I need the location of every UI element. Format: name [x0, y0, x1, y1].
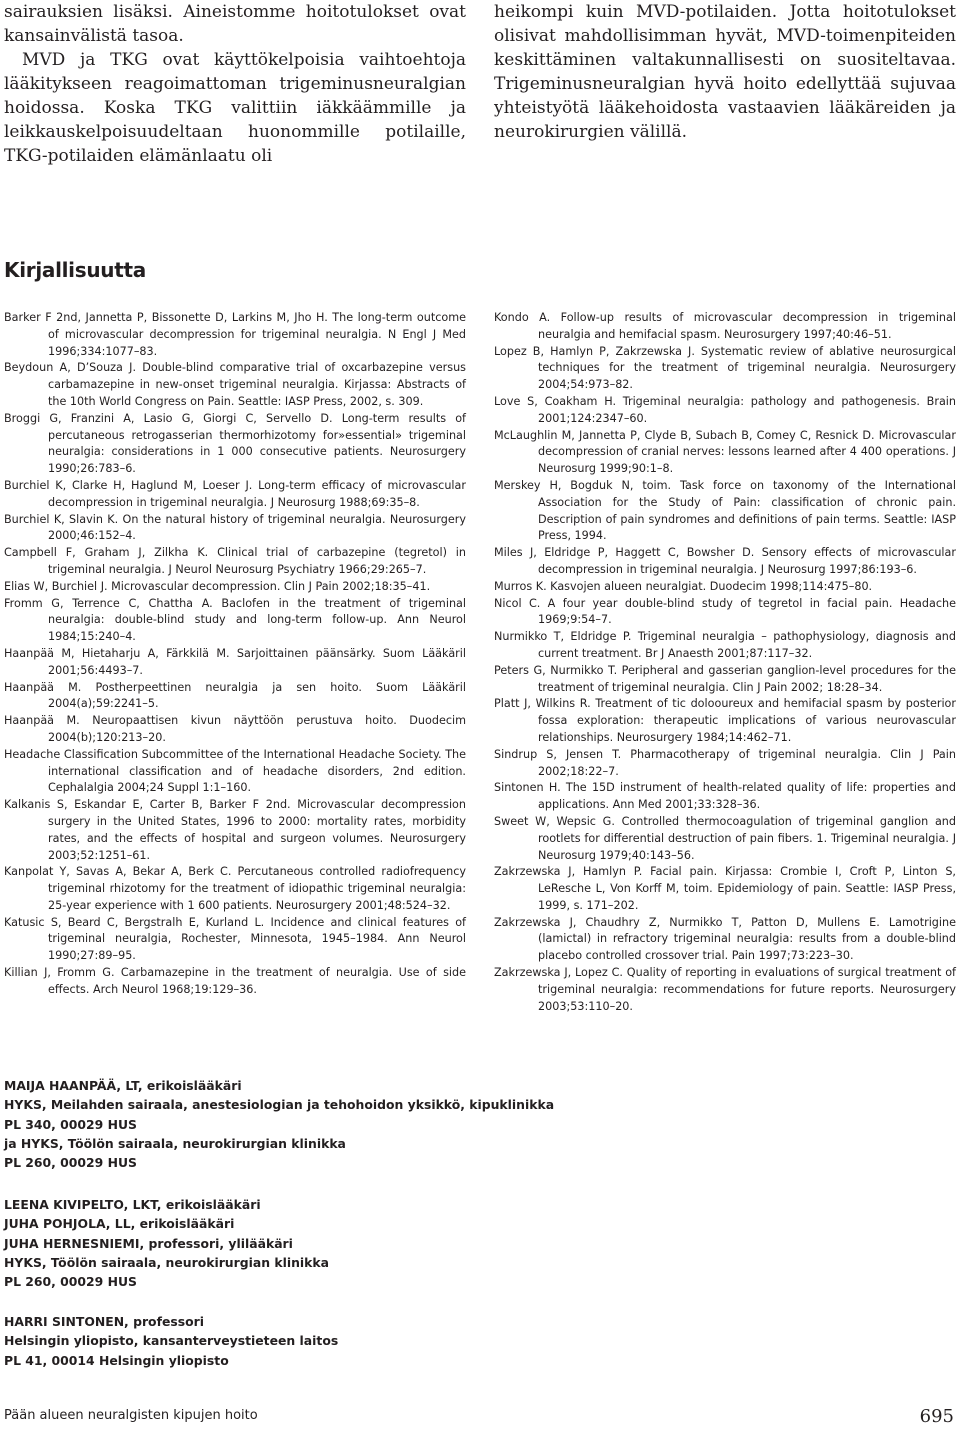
reference-item: Elias W, Burchiel J. Microvascular decompression. Clin J Pain 2002;18:35–41. — [4, 579, 431, 593]
author-line: PL 260, 00029 HUS — [4, 1274, 137, 1290]
reference-item: Sintonen H. The 15D instrument of health-related quality of life: properties and applications. Ann Med 2001;33:328–36. — [494, 781, 956, 812]
reference-item: Lopez B, Hamlyn P, Zakrzewska J. Systematic review of ablative neurosurgical techniques for the treatment of trigeminal neuralgia. Neurosurgery 2004;54:973–82. — [494, 344, 956, 392]
reference-item: Nurmikko T, Eldridge P. Trigeminal neuralgia – pathophysiology, diagnosis and current treatment. Br J Anaesth 2001;87:117–32. — [494, 630, 956, 660]
author-line: ja HYKS, Töölön sairaala, neurokirurgian klinikka — [4, 1135, 346, 1151]
reference-item: McLaughlin M, Jannetta P, Clyde B, Subach B, Comey C, Resnick D. Microvascular decompression of cranial nerves: lessons learned after 4 400 operations. J Neurosurg 1999;90:1–8. — [494, 428, 956, 476]
reference-item: Platt J, Wilkins R. Treatment of tic dolooureux and hemifacial spasm by posterior fossa exploration: therapeutic implications of various neurovascular relationships. Neurosurgery 1984;14:462–71. — [494, 697, 956, 744]
reference-item: Miles J, Eldridge P, Haggett C, Bowsher D. Sensory effects of microvascular decompression in trigeminal neuralgia. J Neurosurg 1997;86:193–6. — [494, 546, 956, 576]
author-line: JUHA POHJOLA, LL, erikoislääkäri — [4, 1216, 235, 1232]
reference-item: Katusic S, Beard C, Bergstralh E, Kurland L. Incidence and clinical features of trigeminal neuralgia, Rochester, Minnesota, 1945–1984. Ann Neurol 1990;27:89–95. — [4, 915, 466, 963]
reference-item: Zakrzewska J, Lopez C. Quality of reporting in evaluations of surgical treatment of trigeminal neuralgia: recommendations for future reports. Neurosurgery 2003;53:110–20. — [494, 966, 956, 1013]
page-number: 695 — [919, 1406, 954, 1427]
author-line: JUHA HERNESNIEMI, professori, ylilääkäri — [4, 1235, 293, 1251]
author-line: PL 41, 00014 Helsingin yliopisto — [4, 1352, 229, 1368]
reference-item: Zakrzewska J, Chaudhry Z, Nurmikko T, Patton D, Mullens E. Lamotrigine (lamictal) in refractory trigeminal neuralgia: results from a double-blind placebo controlled crossover trial. Pain 1997;73:223–30. — [494, 915, 956, 963]
author-line: MAIJA HAANPÄÄ, LT, erikoislääkäri — [4, 1078, 242, 1093]
reference-item: Haanpää M, Hietaharju A, Färkkilä M. Sarjoittainen päänsärky. Suom Lääkäril 2001;56:4493–7. — [4, 646, 466, 677]
references-heading: Kirjallisuutta — [4, 258, 146, 282]
reference-list-right — [494, 310, 956, 1015]
reference-item: Barker F 2nd, Jannetta P, Bissonette D, Larkins M, Jho H. The long-term outcome of microvascular decompression for trigeminal neuralgia. N Engl J Med 1996;334:1077–83. — [4, 311, 466, 358]
author-line: Helsingin yliopisto, kansanterveystieteen laitos — [4, 1333, 339, 1349]
author-block — [4, 1312, 804, 1370]
author-line: HYKS, Töölön sairaala, neurokirurgian klinikka — [4, 1254, 329, 1270]
body-text-column-left — [4, 0, 466, 168]
reference-item: Kalkanis S, Eskandar E, Carter B, Barker F 2nd. Microvascular decompression surgery in the United States, 1996 to 2000: mortality rates, morbidity rates, and the effects of hospital and surgeon volumes. Neurosurgery 2003;52:1251–61. — [4, 798, 466, 862]
reference-item: Killian J, Fromm G. Carbamazepine in the treatment of neuralgia. Use of side effects. Arch Neurol 1968;19:129–36. — [4, 966, 466, 996]
reference-item: Beydoun A, D’Souza J. Double-blind comparative trial of oxcarbazepine versus carbamazepine in new-onset trigeminal neuralgia. Kirjassa: Abstracts of the 10th World Congress on Pain. Seattle: IASP Press, 2002, s. 309. — [4, 361, 466, 408]
reference-item: Haanpää M. Postherpeettinen neuralgia ja sen hoito. Suom Lääkäril 2004(a);59:2241–5. — [4, 680, 466, 711]
author-line: HYKS, Meilahden sairaala, anestesiologian ja tehohoidon yksikkö, kipuklinikka — [4, 1097, 555, 1113]
paragraph: MVD ja TKG ovat käyttökelpoisia vaihtoehtoja lääkitykseen reagoimattoman trigeminusneuralgian hoidossa. Koska TKG valittiin iäkkäämmille ja leikkauskelpoisuudeltaan huonommille potilaille, TKG-potilaiden elämänlaatu oli — [4, 50, 466, 166]
reference-item: Headache Classification Subcommittee of the International Headache Society. The international classification and of headache disorders, 2nd edition. Cephalalgia 2004;24 Suppl 1:1–160. — [4, 747, 466, 795]
author-block — [4, 1076, 804, 1172]
reference-list-left — [4, 310, 466, 999]
reference-item: Burchiel K, Clarke H, Haglund M, Loeser J. Long-term efficacy of microvascular decompression in trigeminal neuralgia. J Neurosurg 1988;69:35–8. — [4, 478, 466, 509]
reference-item: Campbell F, Graham J, Zilkha K. Clinical trial of carbazepine (tegretol) in trigeminal neuralgia. J Neurol Neurosurg Psychiatry 1966;29:265–7. — [4, 546, 466, 576]
running-footer-title: Pään alueen neuralgisten kipujen hoito — [4, 1408, 258, 1423]
reference-item: Murros K. Kasvojen alueen neuralgiat. Duodecim 1998;114:475–80. — [494, 579, 873, 593]
reference-item: Peters G, Nurmikko T. Peripheral and gasserian ganglion-level procedures for the treatment of trigeminal neuralgia. Clin J Pain 2002; 18:28–34. — [494, 663, 956, 694]
reference-item: Sweet W, Wepsic G. Controlled thermocoagulation of trigeminal ganglion and rootlets for differential destruction of pain fibers. 1. Trigeminal neuralgia. J Neurosurg 1979;40:143–56. — [494, 814, 956, 862]
author-line: HARRI SINTONEN, professori — [4, 1314, 204, 1329]
reference-item: Broggi G, Franzini A, Lasio G, Giorgi C, Servello D. Long-term results of percutaneous retrogasserian thermorhizotomy for»essential» trigeminal neuralgia: considerations in 1 000 consecutive patients. Neurosurgery 1990;26:783–6. — [4, 411, 466, 476]
reference-item: Kanpolat Y, Savas A, Bekar A, Berk C. Percutaneous controlled radiofrequency trigeminal rhizotomy for the treatment of idiopathic trigeminal neuralgia: 25-year experience with 1 600 patients. Neurosurgery 2001;48:524–32. — [4, 865, 466, 912]
reference-item: Love S, Coakham H. Trigeminal neuralgia: pathology and pathogenesis. Brain 2001;124:2347–60. — [494, 394, 956, 425]
paragraph: heikompi kuin MVD-potilaiden. Jotta hoitotulokset olisivat mahdollisimman hyvät, MVD-toimenpiteiden keskittäminen valtakunnallisesti on suositeltavaa. Trigeminusneuralgian hyvä hoito edellyttää sujuvaa yhteistyötä lääkehoidosta vastaavien lääkäreiden ja neurokirurgien välillä. — [494, 2, 956, 142]
author-line: PL 260, 00029 HUS — [4, 1155, 137, 1171]
reference-item: Sindrup S, Jensen T. Pharmacotherapy of trigeminal neuralgia. Clin J Pain 2002;18:22–7. — [494, 747, 956, 778]
reference-item: Kondo A. Follow-up results of microvascular decompression in trigeminal neuralgia and hemifacial spasm. Neurosurgery 1997;40:46–51. — [494, 311, 956, 341]
reference-item: Haanpää M. Neuropaattisen kivun näyttöön perustuva hoito. Duodecim 2004(b);120:213–20. — [4, 714, 466, 744]
reference-item: Zakrzewska J, Hamlyn P. Facial pain. Kirjassa: Crombie I, Croft P, Linton S, LeResche L, Von Korff M, toim. Epidemiology of pain. Seattle: IASP Press, 1999, s. 171–202. — [494, 865, 956, 912]
paragraph: sairauksien lisäksi. Aineistomme hoitotulokset ovat kansainvälistä tasoa. — [4, 2, 466, 46]
reference-item: Merskey H, Bogduk N, toim. Task force on taxonomy of the International Association for the Study of Pain: classification of chronic pain. Description of pain syndromes and definitions of pain terms. Seattle: IASP Press, 1994. — [494, 478, 956, 543]
body-text-column-right — [494, 0, 956, 144]
author-line: LEENA KIVIPELTO, LKT, erikoislääkäri — [4, 1197, 261, 1212]
reference-item: Fromm G, Terrence C, Chattha A. Baclofen in the treatment of trigeminal neuralgia: double-blind study and long-term follow-up. Ann Neurol 1984;15:240–4. — [4, 596, 466, 644]
reference-item: Nicol C. A four year double-blind study of tegretol in facial pain. Headache 1969;9:54–7. — [494, 596, 956, 627]
author-line: PL 340, 00029 HUS — [4, 1116, 137, 1132]
reference-item: Burchiel K, Slavin K. On the natural history of trigeminal neuralgia. Neurosurgery 2000;46:152–4. — [4, 512, 466, 543]
author-block — [4, 1195, 804, 1291]
